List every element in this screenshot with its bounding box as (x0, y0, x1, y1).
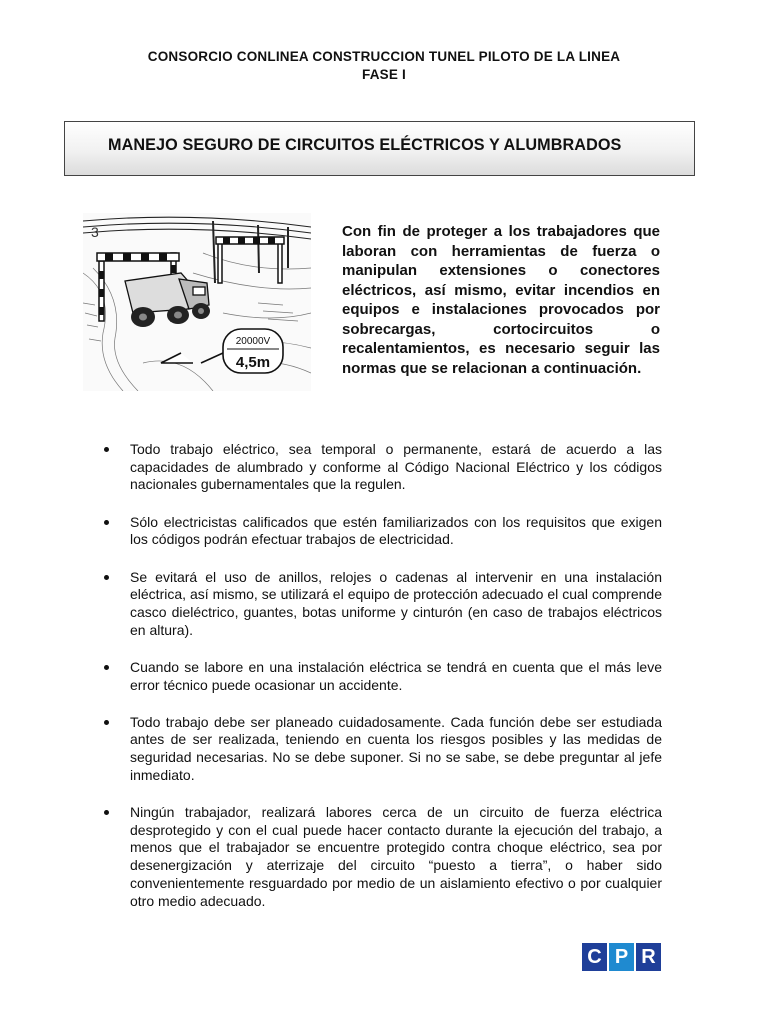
header-line-1: CONSORCIO CONLINEA CONSTRUCCION TUNEL PILOTO DE LA LINEA (147, 49, 621, 64)
list-item (104, 569, 662, 640)
list-item-text: Sólo electricistas calificados que estén familiarizados con los requisitos que exigen los códigos podrán efectuar trabajos de electricidad. (130, 513, 662, 548)
list-item (104, 659, 662, 694)
corner-mark: 3 (91, 224, 99, 240)
logo-letter-r: R (636, 943, 661, 971)
logo-letter-p: P (609, 943, 634, 971)
rules-list (104, 441, 662, 930)
bullet-icon (104, 810, 109, 815)
list-item-text: Ningún trabajador, realizará labores cerca de un circuito de fuerza eléctrica desprotegido y con el cual puede hacer contacto durante la ejecución del trabajo, a menos que el trabajador se encuentre protegido contra choque eléctrico, sea por desenergización y aterrizaje del circuito “puesto a tierra”, o haber sido convenientemente resguardado por medio de un aislamiento efectivo o por cualquier otro medio adecuado. (130, 804, 662, 909)
list-item (104, 714, 662, 785)
bullet-icon (104, 720, 109, 725)
logo-letter-c: C (582, 943, 607, 971)
bullet-icon (104, 665, 109, 670)
bullet-icon (104, 575, 109, 580)
list-item (104, 441, 662, 494)
safety-illustration (83, 213, 311, 391)
page-title: MANEJO SEGURO DE CIRCUITOS ELÉCTRICOS Y ALUMBRADOS (108, 136, 622, 154)
header-line-2: FASE I (362, 67, 406, 82)
list-item (104, 804, 662, 910)
bullet-icon (104, 520, 109, 525)
bullet-icon (104, 447, 109, 452)
list-item-text: Todo trabajo debe ser planeado cuidadosamente. Cada función debe ser estudiada antes de ser realizada, teniendo en cuenta los riesgos posibles y las medidas de seguridad necesarias. No se debe suponer. Si no se sabe, se debe preguntar al jefe inmediato. (130, 713, 662, 783)
document-header (0, 48, 768, 84)
cpr-logo (582, 943, 663, 971)
list-item-text: Se evitará el uso de anillos, relojes o cadenas al intervenir en una instalación eléctrica, así mismo, se utilizará el equipo de protección adecuado el cual comprende casco dieléctrico, guantes, botas uniforme y cinturón (en caso de trabajos eléctricos en altura). (130, 568, 662, 638)
list-item-text: Todo trabajo eléctrico, sea temporal o permanente, estará de acuerdo a las capacidades de alumbrado y conforme al Código Nacional Eléctrico y los códigos nacionales gubernamentales que la regulen. (130, 441, 662, 493)
intro-paragraph: Con fin de proteger a los trabajadores que laboran con herramientas de fuerza o manipulan extensiones o conectores eléctricos, así mismo, evitar incendios en equipos e instalaciones provocados por sobrecargas, cortocircuitos o recalentamientos, es necesario seguir las normas que se relacionan a continuación. (342, 223, 660, 377)
list-item (104, 514, 662, 549)
sign-voltage-label: 20000V (235, 336, 271, 347)
list-item-text: Cuando se labore en una instalación eléctrica se tendrá en cuenta que el más leve error técnico puede ocasionar un accidente. (130, 658, 662, 693)
title-box (64, 121, 695, 176)
sign-height-label: 4,5m (235, 354, 271, 371)
